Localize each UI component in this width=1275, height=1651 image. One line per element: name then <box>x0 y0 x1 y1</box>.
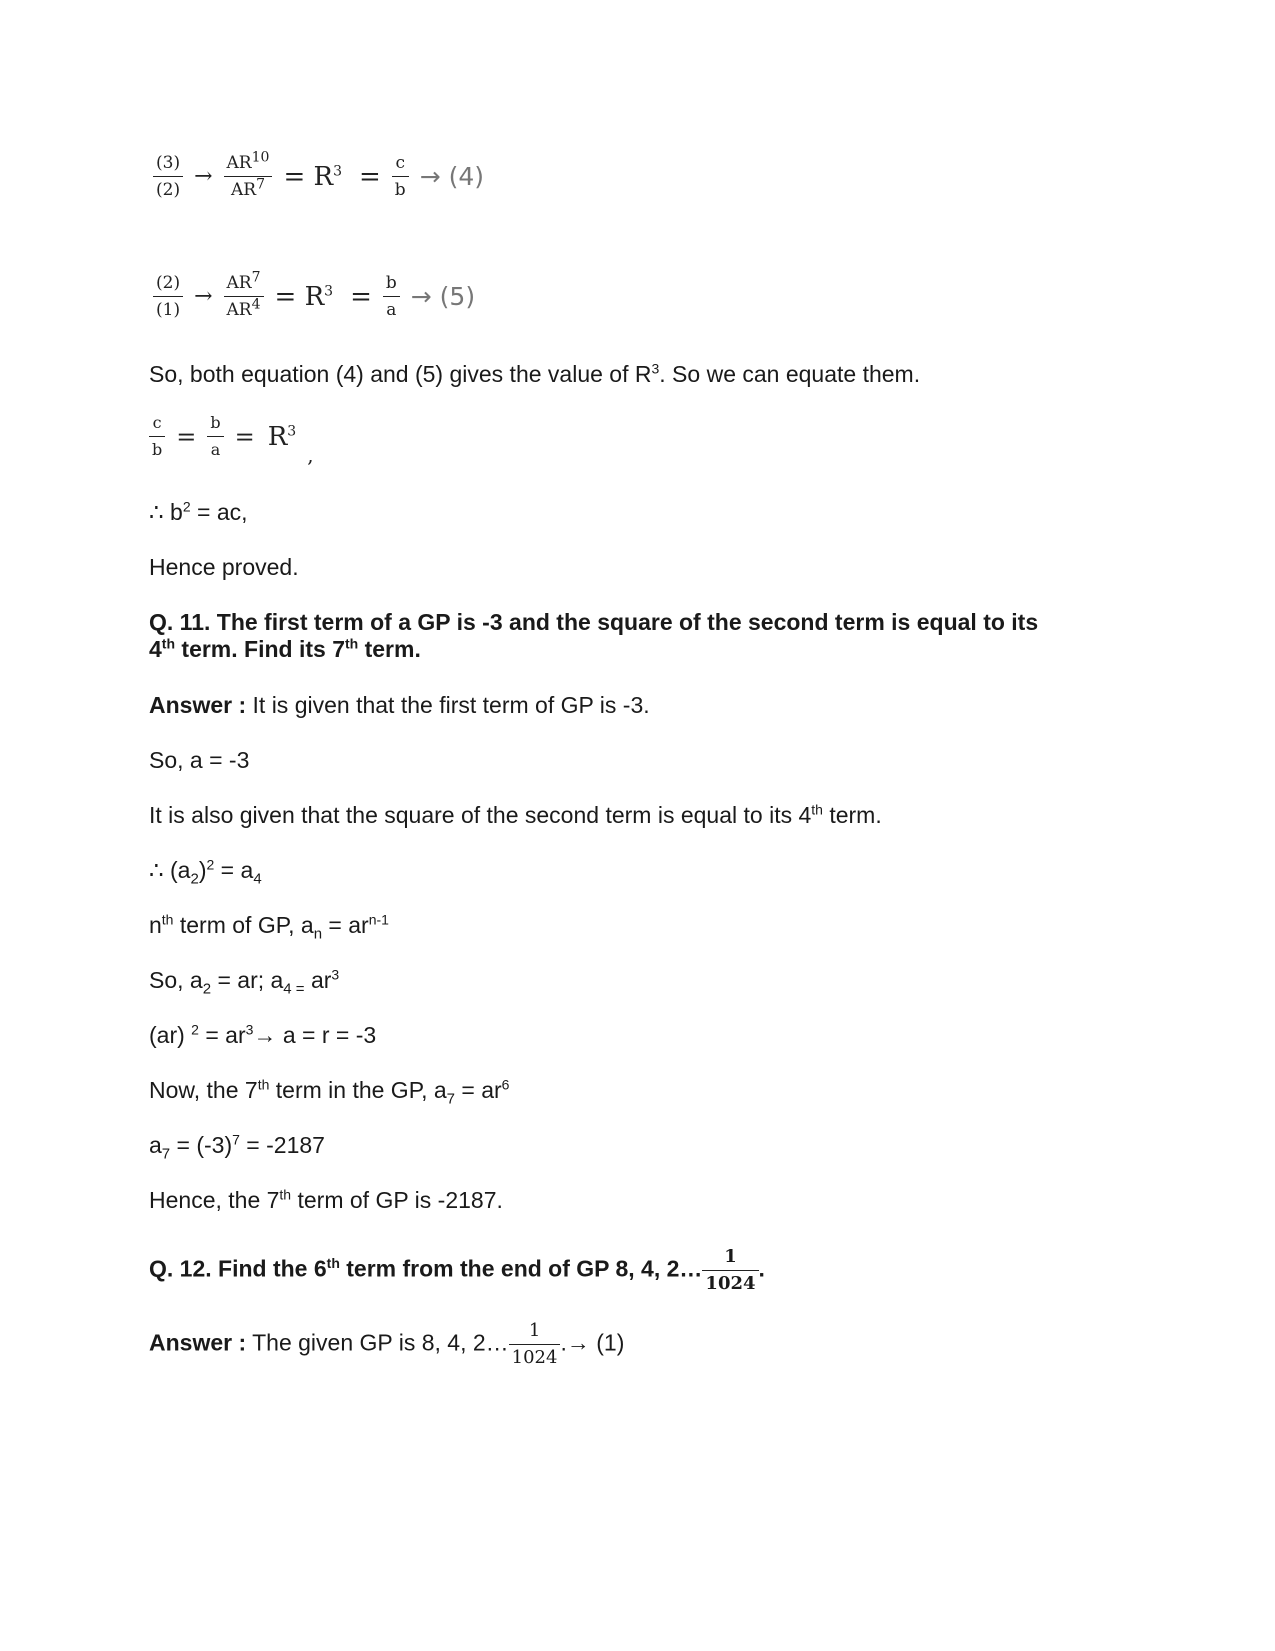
answer-11-solve-r: (ar) $^2 = ar^3\to a = r = -3$ <box>149 1021 377 1048</box>
c-over-b: $\frac{c}{b}$ <box>149 412 165 461</box>
ratio-2-over-1: $\frac{(2)}{(1)}$ <box>153 272 183 321</box>
both-equations-text: So, both equation (4) and (5) gives the value of $R^3$. So we can equate them. <box>149 360 921 387</box>
ar7-over-ar4: $\frac{AR^7}{AR^4}$ <box>224 272 264 321</box>
equation-label-4: → (4) <box>419 162 484 191</box>
answer-12: Answer : The given GP is 8, 4, 2… $\frac{1}{1024}$ .→ (1) <box>149 1320 625 1368</box>
answer-11-square: ∴ $(a_2)^2 = a_4$ <box>149 856 262 888</box>
ratio-3-over-2: $\frac{(3)}{(2)}$ <box>153 152 183 201</box>
answer-11-nth-term: $n^{th}$ term of GP, $a_n = ar^{n-1}$ <box>149 911 389 943</box>
arrow: → <box>194 164 213 189</box>
r-cubed: $R^3$ <box>267 421 297 452</box>
equation-4: $\frac{(3)}{(2)}$ → $\frac{AR^{10}}{AR^7}$ = $R^3$ = $\frac{c}{b}$ → (4) <box>149 152 484 201</box>
equation-label-5: → (5) <box>410 282 476 311</box>
b-over-a: $\frac{b}{a}$ <box>383 272 400 321</box>
question-11-line-1: Q. 11. The first term of a GP is -3 and the square of the second term is equal to its <box>149 609 1039 635</box>
one-over-1024: $\frac{1}{1024}$ <box>702 1246 758 1295</box>
r-cubed: = $R^3$ <box>283 161 342 192</box>
therefore-b-squared: ∴ $b^2$ = ac, <box>149 498 248 525</box>
c-over-b: $\frac{c}{b}$ <box>392 152 409 201</box>
question-12: Q. 12. Find the 6th term from the end of GP 8, 4, 2… $\frac{1}{1024}$ . <box>149 1246 765 1294</box>
equation-equate: $\frac{c}{b}$ = $\frac{b}{a}$ = $R^3$ , <box>149 412 314 461</box>
answer-11-a2-a4: So, $a_2$ = ar; $a_{4 =}$ $ar^3$ <box>149 966 340 998</box>
b-over-a: $\frac{b}{a}$ <box>207 412 223 461</box>
answer-11-a: So, a = -3 <box>149 747 250 773</box>
ar10-over-ar7: $\frac{AR^{10}}{AR^7}$ <box>224 152 273 201</box>
question-11-line-2: 4th term. Find its 7th term. <box>149 635 421 662</box>
answer-11-seventh-term-formula: Now, the 7th term in the GP, $a_7 = ar^6$ <box>149 1076 510 1108</box>
one-over-1024: $\frac{1}{1024}$ <box>509 1320 561 1369</box>
equation-5: $\frac{(2)}{(1)}$ → $\frac{AR^7}{AR^4}$ = $R^3$ = $\frac{b}{a}$ → (5) <box>149 272 475 321</box>
answer-11-intro: Answer : It is given that the first term of GP is -3. <box>149 692 650 718</box>
answer-11-a7-value: $a_7 = (-3)^7 = -2187$ <box>149 1131 325 1163</box>
hence-proved: Hence proved. <box>149 554 299 580</box>
arrow: → <box>194 284 213 309</box>
answer-11-given: It is also given that the square of the second term is equal to its 4th term. <box>149 801 882 828</box>
answer-11-conclusion: Hence, the 7th term of GP is -2187. <box>149 1186 503 1213</box>
r-cubed: = $R^3$ <box>274 281 334 312</box>
